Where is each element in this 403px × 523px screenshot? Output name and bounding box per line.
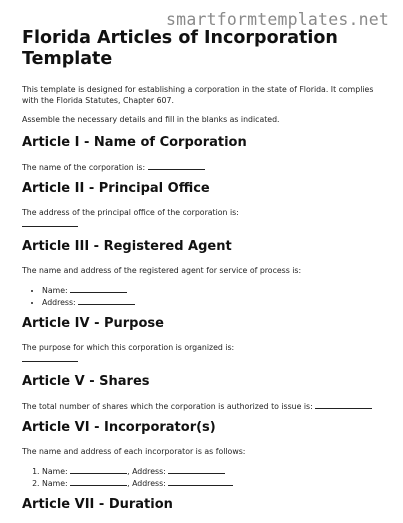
article-3-text: The name and address of the registered agent for service of process is: <box>22 266 302 275</box>
article-5-section <box>22 374 382 412</box>
list-item <box>42 284 382 296</box>
principal-office-blank[interactable] <box>22 226 78 227</box>
article-5-label: The total number of shares which the corporation is authorized to issue is: <box>22 402 313 411</box>
article-2-section <box>22 181 382 227</box>
agent-address-blank[interactable] <box>78 296 135 305</box>
article-4-section <box>22 316 382 362</box>
incorporator-address-label: , Address: <box>127 467 166 476</box>
article-1-label: The name of the corporation is: <box>22 163 146 172</box>
document-title: Florida Articles of Incorporation Template <box>22 28 338 69</box>
list-item <box>42 477 382 489</box>
incorporator-name-label: Name: <box>42 467 68 476</box>
article-4-text: The purpose for which this corporation is organized is: <box>22 343 235 352</box>
article-6-heading: Article VI - Incorporator(s) <box>22 420 216 435</box>
article-2-heading: Article II - Principal Office <box>22 181 210 196</box>
corporation-name-blank[interactable] <box>148 161 205 170</box>
purpose-blank[interactable] <box>22 361 78 362</box>
incorporator-1-address-blank[interactable] <box>168 465 225 474</box>
incorporator-name-label: Name: <box>42 479 68 488</box>
incorporator-list <box>22 465 382 489</box>
intro-paragraph: This template is designed for establishing a corporation in the state of Florida. It complies with the Florida Statutes, Chapter 607. <box>22 85 374 105</box>
watermark: smartformtemplates.net <box>166 10 389 29</box>
registered-agent-list <box>22 284 382 308</box>
agent-name-label: Name: <box>42 286 68 295</box>
incorporator-address-label: , Address: <box>127 479 166 488</box>
list-item <box>42 296 382 308</box>
article-3-section <box>22 239 382 308</box>
article-1-text <box>22 161 382 173</box>
article-4-heading: Article IV - Purpose <box>22 316 164 331</box>
article-7-section <box>22 497 382 513</box>
incorporator-2-address-blank[interactable] <box>168 477 233 486</box>
article-6-text: The name and address of each incorporator is as follows: <box>22 447 246 456</box>
list-item <box>42 465 382 477</box>
instructions-paragraph: Assemble the necessary details and fill in the blanks as indicated. <box>22 115 280 124</box>
article-6-section <box>22 420 382 489</box>
article-1-heading: Article I - Name of Corporation <box>22 135 247 150</box>
article-2-text: The address of the principal office of the corporation is: <box>22 208 239 217</box>
agent-address-label: Address: <box>42 298 76 307</box>
document-body <box>22 28 382 523</box>
article-5-text <box>22 400 382 412</box>
incorporator-2-name-blank[interactable] <box>70 477 127 486</box>
article-1-section <box>22 135 382 173</box>
agent-name-blank[interactable] <box>70 284 127 293</box>
shares-blank[interactable] <box>315 400 372 409</box>
article-5-heading: Article V - Shares <box>22 374 150 389</box>
article-7-heading: Article VII - Duration <box>22 497 173 512</box>
incorporator-1-name-blank[interactable] <box>70 465 127 474</box>
article-3-heading: Article III - Registered Agent <box>22 239 232 254</box>
